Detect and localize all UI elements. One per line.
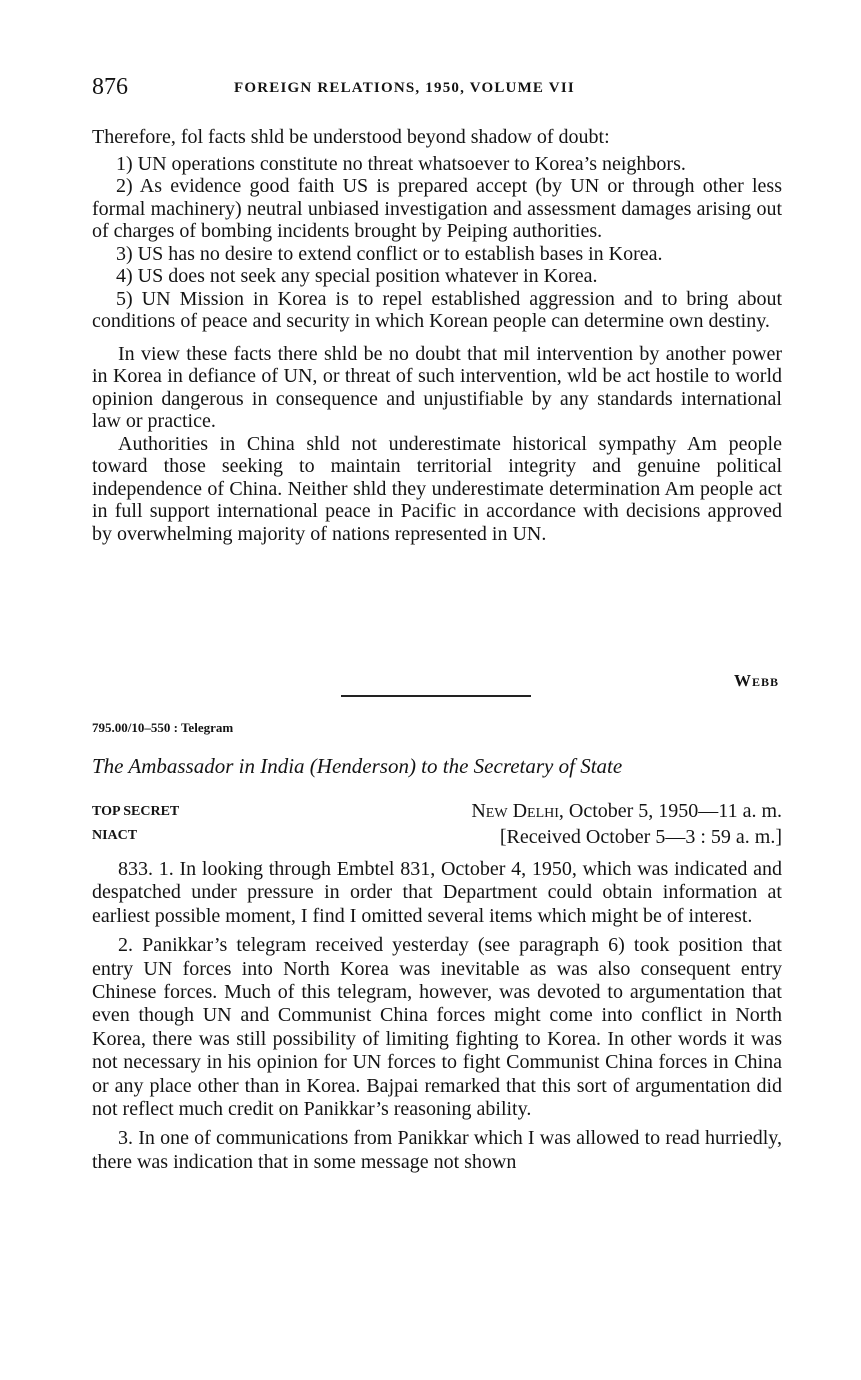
document-title: The Ambassador in India (Henderson) to the Secretary of State [92,754,623,778]
list-item: 3) US has no desire to extend conflict or to establish bases in Korea. [116,242,663,265]
place-name: New Delhi [471,800,559,822]
paragraph: 2. Panikkar’s telegram received yesterday (see paragraph 6) took position that entry UN forces into North Korea was inevitable as was also consequent entry Chinese forces. Much of this telegram, however, was devoted to argumentation that even though UN and Communist China forces might come into conflict in North Korea, there was still possibility of limiting fighting to Korea. In other words it was not necessary in his opinion for UN forces to fight Communist China forces in China or any place other than in Korea. Bajpai remarked that this sort of argumentation did not reflect much credit on Panikkar’s reasoning ability. [92,934,782,1121]
paragraph: In view these facts there shld be no doubt that mil intervention by another power in Korea in defiance of UN, or threat of such intervention, wld be act hostile to world opinion dangerous in consequence and unjustifiable by any standards international law or practice. [92,342,782,432]
page-number: 876 [92,74,128,100]
facts-list [92,153,782,333]
telegram-body-continued [92,126,782,545]
section-divider [341,695,531,697]
dateline [471,800,782,823]
list-item: 5) UN Mission in Korea is to repel established aggression and to bring about conditions of peace and security in which Korean people can determine own destiny. [92,287,782,332]
list-item: 4) US does not seek any special position whatever in Korea. [116,265,598,287]
paragraph: 3. In one of communications from Panikkar which I was allowed to read hurriedly, there was indication that in some message not shown [92,1127,782,1173]
page-header [92,74,782,104]
paragraph: 833. 1. In looking through Embtel 831, October 4, 1950, which was indicated and despatched under pressure in order that Department could obtain information at earliest possible moment, I find I omitted several items which might be of interest. [92,858,782,927]
paragraph: Authorities in China shld not underestimate historical sympathy Am people toward those seeking to maintain territorial integrity and genuine political independence of China. Neither shld they underestimate determination Am people act in full support international peace in Pacific in accordance with decisions approved by overwhelming majority of nations represented in UN. [92,432,782,545]
telegram-metadata [92,800,782,856]
list-item: 2) As evidence good faith US is prepared accept (by UN or through other less formal machinery) neutral unbiased investigation and assessment damages arising out of charges of bombing incidents brought by Peiping authorities. [92,175,782,242]
priority-label: NIACT [92,828,138,843]
classification-label: TOP SECRET [92,804,180,819]
signature: Webb [733,671,779,690]
received-line: [Received October 5—3 : 59 a. m.] [499,826,782,848]
date-time: , October 5, 1950—11 a. m. [558,800,782,822]
file-reference: 795.00/10–550 : Telegram [92,720,234,735]
telegram-body [92,858,782,1180]
running-title: FOREIGN RELATIONS, 1950, VOLUME VII [234,80,575,96]
intro-paragraph: Therefore, fol facts shld be understood beyond shadow of doubt: [92,126,610,148]
list-item: 1) UN operations constitute no threat whatsoever to Korea’s neighbors. [116,152,686,175]
